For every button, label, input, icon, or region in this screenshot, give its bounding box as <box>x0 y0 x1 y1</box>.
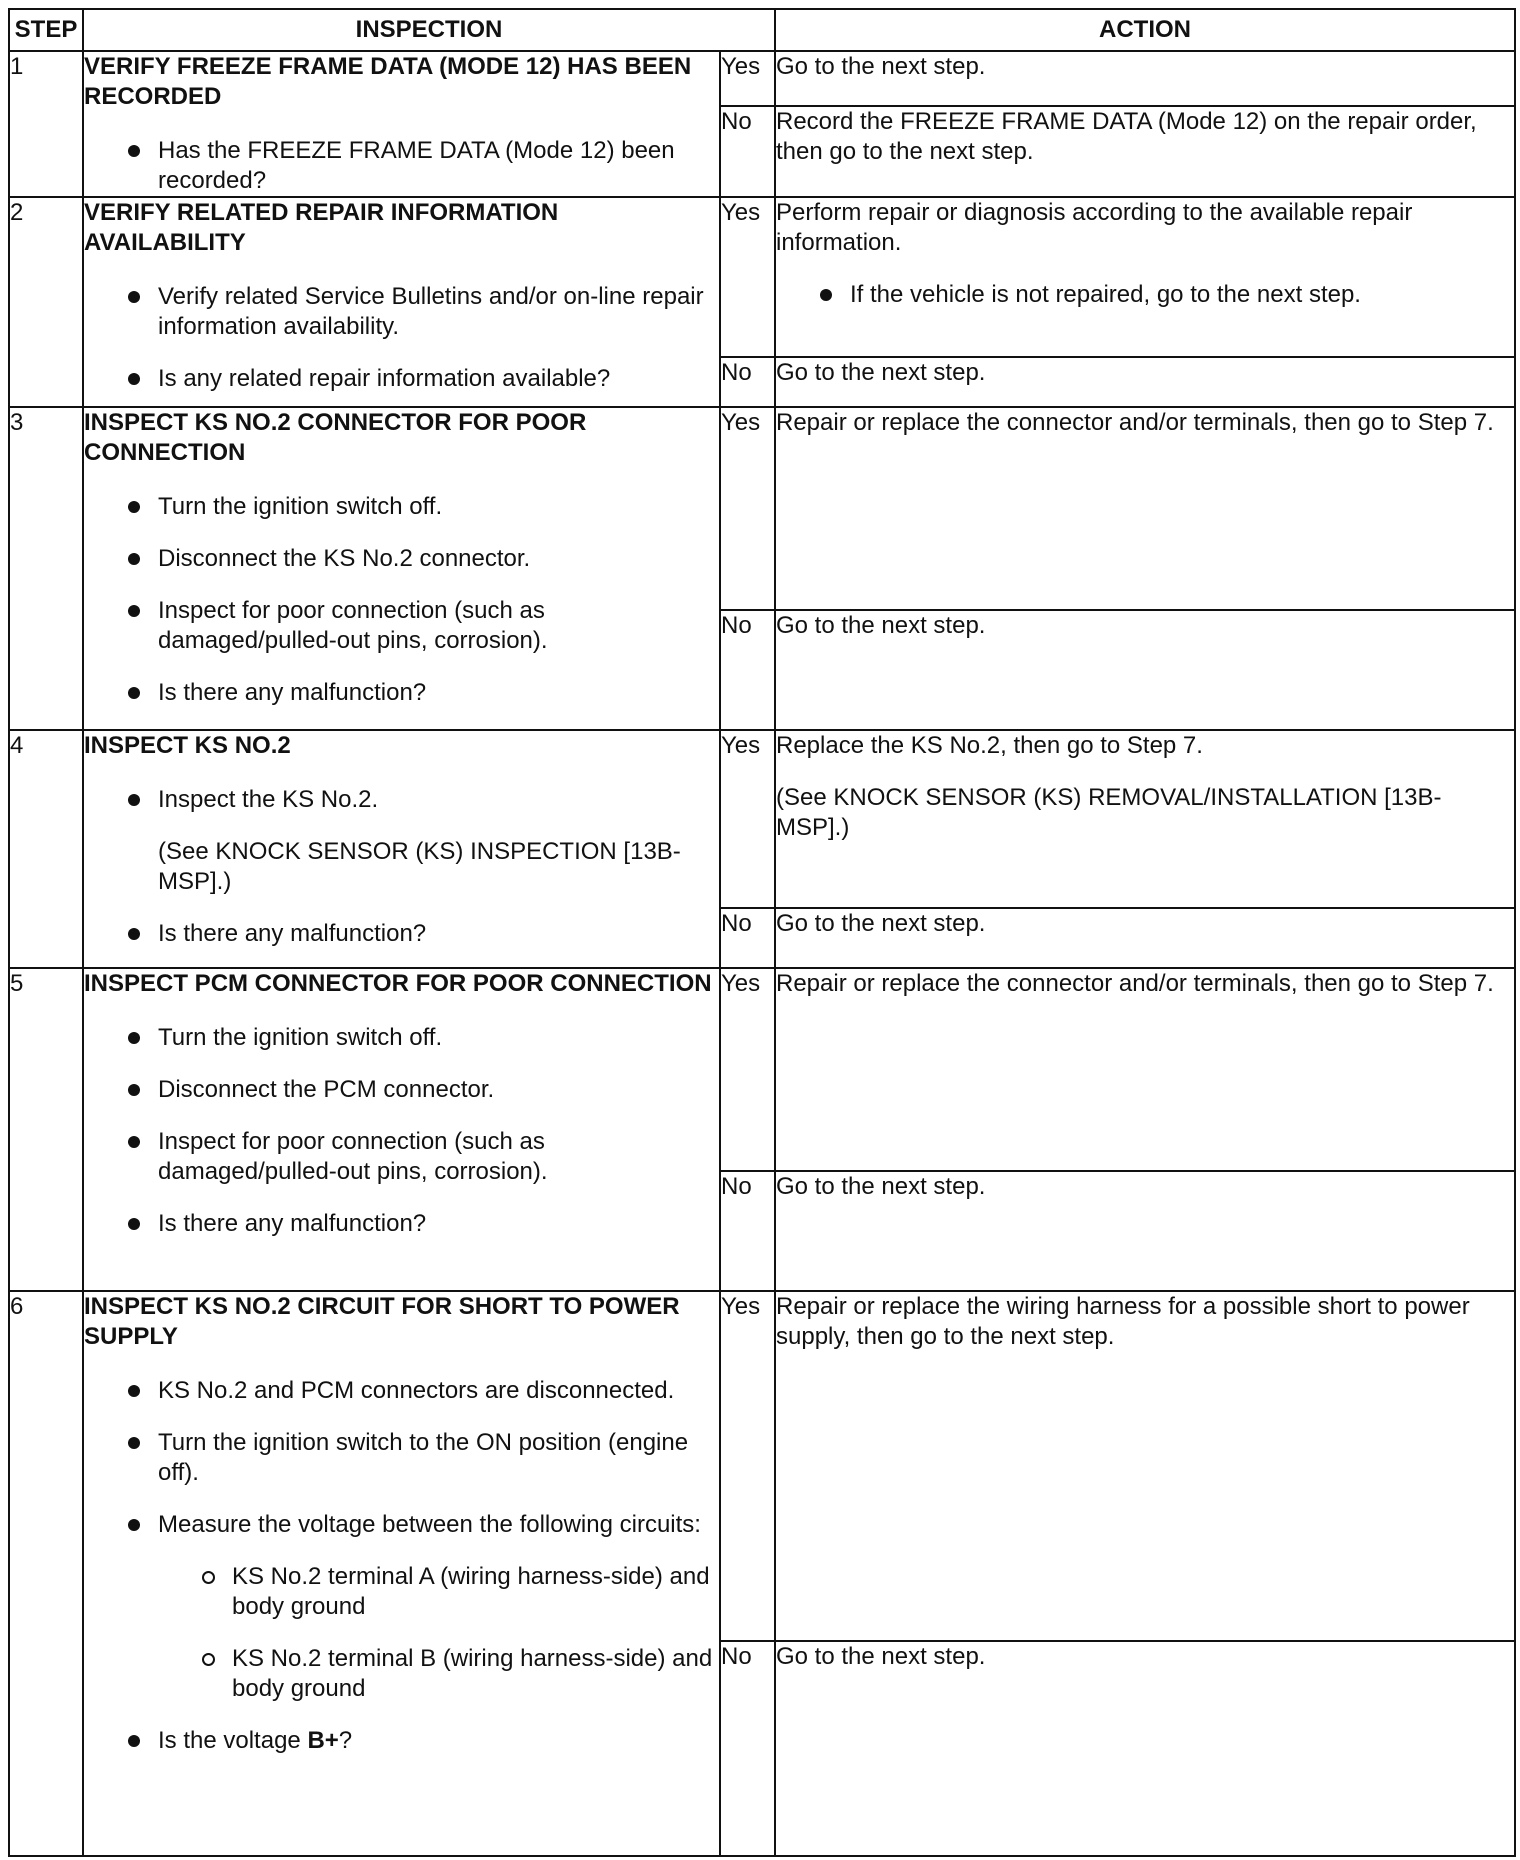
no-action: Record the FREEZE FRAME DATA (Mode 12) on the repair order, then go to the next step. <box>775 106 1515 197</box>
list-item: Inspect for poor connection (such as damaged/pulled-out pins, corrosion). <box>158 1127 719 1187</box>
no-action: Go to the next step. <box>775 357 1515 407</box>
list-item <box>158 785 719 897</box>
inspection-bullets <box>84 492 719 708</box>
step-number: 5 <box>9 968 83 1291</box>
inspection-title: VERIFY RELATED REPAIR INFORMATION AVAILABILITY <box>84 199 559 256</box>
no-action: Go to the next step. <box>775 908 1515 968</box>
yes-action: Go to the next step. <box>775 51 1515 106</box>
inspection-title: VERIFY FREEZE FRAME DATA (MODE 12) HAS BEEN RECORDED <box>84 53 692 110</box>
inspection-cell <box>83 968 720 1291</box>
inspection-bullets <box>84 1023 719 1239</box>
bullet-text: Measure the voltage between the following circuits: <box>158 1511 701 1538</box>
yes-action: Repair or replace the wiring harness for a possible short to power supply, then go to the next step. <box>775 1291 1515 1641</box>
header-step: STEP <box>9 9 83 51</box>
yes-label: Yes <box>720 1291 775 1641</box>
table-row <box>9 968 1515 1171</box>
inspection-cell <box>83 197 720 407</box>
yes-action-cell <box>775 730 1515 908</box>
no-label: No <box>720 357 775 407</box>
yes-label: Yes <box>720 968 775 1171</box>
no-label: No <box>720 610 775 730</box>
no-label: No <box>720 106 775 197</box>
list-item: Turn the ignition switch off. <box>158 1023 719 1053</box>
step-number: 4 <box>9 730 83 968</box>
inspection-title: INSPECT KS NO.2 CIRCUIT FOR SHORT TO POWER SUPPLY <box>84 1293 680 1350</box>
yes-action: Replace the KS No.2, then go to Step 7. <box>776 732 1203 759</box>
list-item: If the vehicle is not repaired, go to the next step. <box>850 280 1514 310</box>
inspection-cell <box>83 407 720 730</box>
list-item: Is there any malfunction? <box>158 919 719 949</box>
list-item <box>158 1726 719 1756</box>
yes-label: Yes <box>720 407 775 610</box>
list-item: Is any related repair information available? <box>158 364 719 394</box>
step-number: 1 <box>9 51 83 197</box>
sub-list-item: KS No.2 terminal B (wiring harness-side) and body ground <box>232 1644 719 1704</box>
yes-label: Yes <box>720 51 775 106</box>
no-label: No <box>720 908 775 968</box>
inspection-cell <box>83 730 720 968</box>
voltage-value: B+ <box>307 1727 339 1754</box>
no-action: Go to the next step. <box>775 1641 1515 1856</box>
step-number: 3 <box>9 407 83 730</box>
table-row <box>9 197 1515 357</box>
list-item: Is there any malfunction? <box>158 1209 719 1239</box>
inspection-bullets <box>84 282 719 394</box>
bullet-text-suffix: ? <box>338 1727 353 1754</box>
table-header-row <box>9 9 1515 51</box>
list-item <box>158 1510 719 1704</box>
inspection-cell <box>83 51 720 197</box>
inspection-title: INSPECT KS NO.2 <box>84 732 291 759</box>
sub-bullets <box>158 1562 719 1704</box>
inspection-bullets <box>84 136 719 196</box>
list-item: Turn the ignition switch to the ON position (engine off). <box>158 1428 719 1488</box>
yes-label: Yes <box>720 197 775 357</box>
list-item: KS No.2 and PCM connectors are disconnected. <box>158 1376 719 1406</box>
list-item: Disconnect the PCM connector. <box>158 1075 719 1105</box>
no-action: Go to the next step. <box>775 1171 1515 1291</box>
list-item: Has the FREEZE FRAME DATA (Mode 12) been recorded? <box>158 136 719 196</box>
header-action: ACTION <box>775 9 1515 51</box>
action-bullets <box>776 280 1514 310</box>
inspection-title: INSPECT PCM CONNECTOR FOR POOR CONNECTION <box>84 970 712 997</box>
yes-action: Repair or replace the connector and/or terminals, then go to Step 7. <box>775 968 1515 1171</box>
table-row <box>9 407 1515 610</box>
table-row <box>9 730 1515 908</box>
no-label: No <box>720 1171 775 1291</box>
step-number: 6 <box>9 1291 83 1856</box>
diagnostic-procedure-document <box>8 8 1514 1857</box>
list-item: Turn the ignition switch off. <box>158 492 719 522</box>
table-row <box>9 1291 1515 1641</box>
no-action: Go to the next step. <box>775 610 1515 730</box>
table-row <box>9 51 1515 106</box>
list-item: Inspect for poor connection (such as damaged/pulled-out pins, corrosion). <box>158 596 719 656</box>
reference-note: (See KNOCK SENSOR (KS) INSPECTION [13B-MSP].) <box>158 838 681 895</box>
yes-label: Yes <box>720 730 775 908</box>
bullet-text: Inspect the KS No.2. <box>158 786 379 813</box>
step-number: 2 <box>9 197 83 407</box>
sub-list-item: KS No.2 terminal A (wiring harness-side) and body ground <box>232 1562 719 1622</box>
list-item: Is there any malfunction? <box>158 678 719 708</box>
reference-note: (See KNOCK SENSOR (KS) REMOVAL/INSTALLATION [13B-MSP].) <box>776 784 1442 841</box>
list-item: Disconnect the KS No.2 connector. <box>158 544 719 574</box>
inspection-bullets <box>84 785 719 949</box>
bullet-text: Is the voltage <box>158 1727 308 1754</box>
inspection-title: INSPECT KS NO.2 CONNECTOR FOR POOR CONNECTION <box>84 409 587 466</box>
list-item: Verify related Service Bulletins and/or on-line repair information availability. <box>158 282 719 342</box>
inspection-cell <box>83 1291 720 1856</box>
yes-action: Repair or replace the connector and/or terminals, then go to Step 7. <box>775 407 1515 610</box>
inspection-bullets <box>84 1376 719 1756</box>
yes-action-cell <box>775 197 1515 357</box>
yes-action: Perform repair or diagnosis according to the available repair information. <box>776 199 1413 256</box>
diagnostic-table <box>8 8 1516 1857</box>
header-inspection: INSPECTION <box>83 9 775 51</box>
no-label: No <box>720 1641 775 1856</box>
